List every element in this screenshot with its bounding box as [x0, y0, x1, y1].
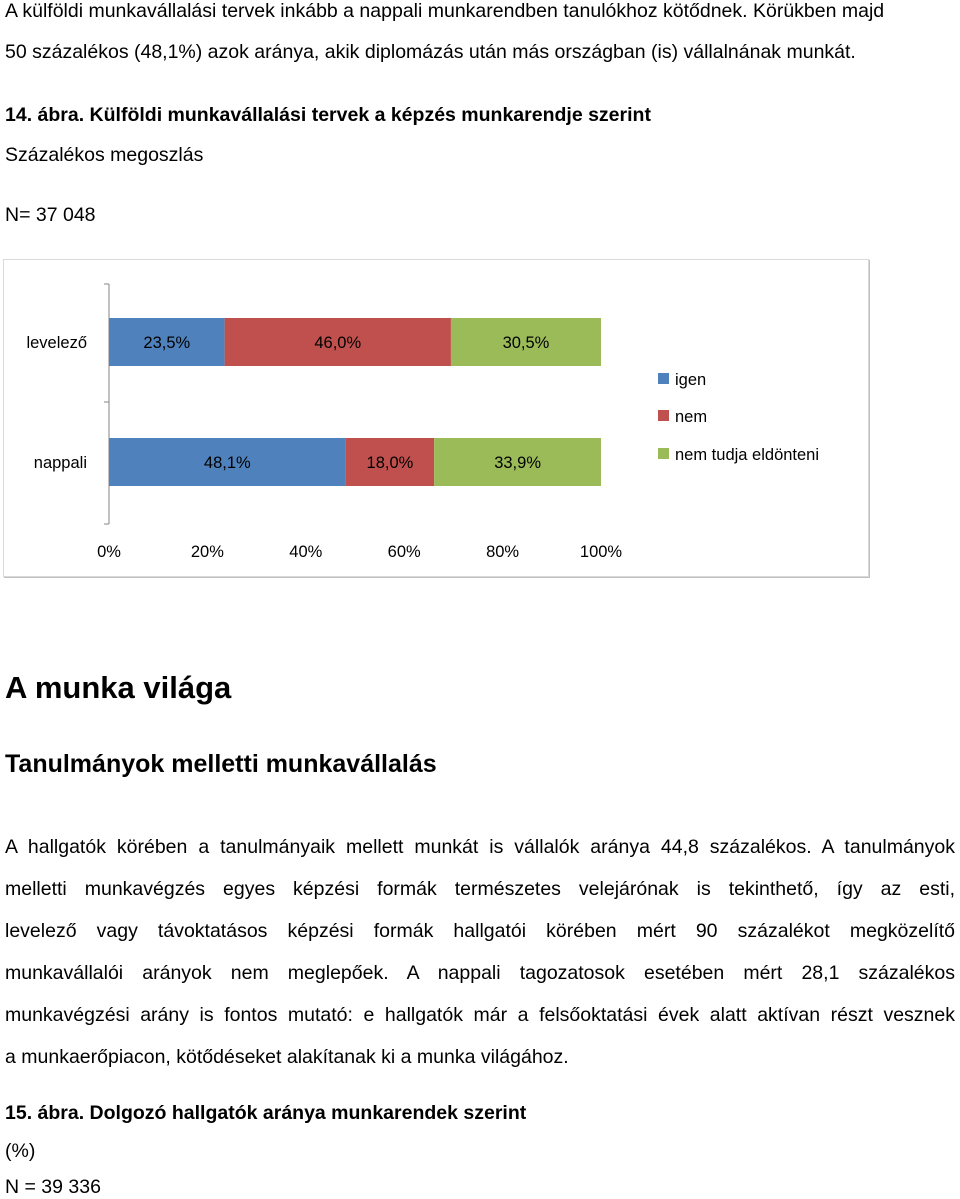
x-tick-label: 60% [387, 543, 421, 561]
x-tick-label: 0% [97, 543, 121, 561]
category-label: nappali [33, 454, 87, 472]
intro-line-1: A külföldi munkavállalási tervek inkább a nappali munkarendben tanulókhoz kötődnek. Körükben majd [5, 0, 885, 22]
data-label: 18,0% [366, 454, 414, 472]
legend-swatch [658, 373, 669, 384]
paragraph-line: munkavállalói arányok nem meglepőek. A nappali tagozatosok esetében mért 28,1 százalékos [5, 962, 955, 984]
x-tick-label: 100% [579, 543, 623, 561]
paragraph-line: munkavégzési arány is fontos mutató: e hallgatók már a felsőoktatási évek alatt aktívan részt vesznek [5, 1004, 955, 1026]
figure-14-sample-size: N= 37 048 [5, 204, 96, 226]
category-label: levelező [26, 334, 87, 352]
figure-14-title: 14. ábra. Külföldi munkavállalási tervek a képzés munkarendje szerint [5, 104, 651, 126]
legend-label: igen [675, 371, 707, 389]
paragraph-line: A hallgatók körében a tanulmányaik mellett munkát is vállalók aránya 44,8 százalékos. A tanulmányok [5, 836, 955, 858]
data-label: 30,5% [502, 334, 550, 352]
legend-swatch [658, 448, 669, 459]
x-tick-label: 40% [289, 543, 323, 561]
data-label: 46,0% [314, 334, 362, 352]
figure-14-subtitle: Százalékos megoszlás [5, 144, 204, 166]
section-heading: A munka világa [5, 670, 232, 705]
paragraph-line: a munkaerőpiacon, kötődéseket alakítanak ki a munka világához. [5, 1046, 569, 1068]
body-paragraph [5, 826, 955, 1078]
legend-label: nem tudja eldönteni [675, 446, 820, 464]
figure-15-subtitle: (%) [5, 1140, 36, 1162]
intro-line-2: 50 százalékos (48,1%) azok aránya, akik diplomázás után más országban (is) vállalnának munkát. [5, 41, 856, 63]
section-subheading: Tanulmányok melletti munkavállalás [5, 750, 437, 778]
data-label: 23,5% [143, 334, 191, 352]
x-tick-label: 20% [190, 543, 224, 561]
stacked-bar-chart [3, 259, 869, 577]
legend-swatch [658, 410, 669, 421]
data-label: 33,9% [494, 454, 542, 472]
figure-15-sample-size: N = 39 336 [5, 1176, 101, 1198]
paragraph-line: levelező vagy távoktatásos képzési formák hallgatói körében mért 90 százalékot megközelítő [5, 920, 955, 942]
legend-label: nem [675, 408, 708, 426]
x-tick-label: 80% [486, 543, 520, 561]
data-label: 48,1% [203, 454, 251, 472]
paragraph-line: melletti munkavégzés egyes képzési formák természetes velejárónak is tekinthető, így az esti, [5, 878, 955, 900]
figure-15-title: 15. ábra. Dolgozó hallgatók aránya munkarendek szerint [5, 1102, 527, 1124]
chart-canvas [4, 260, 870, 578]
